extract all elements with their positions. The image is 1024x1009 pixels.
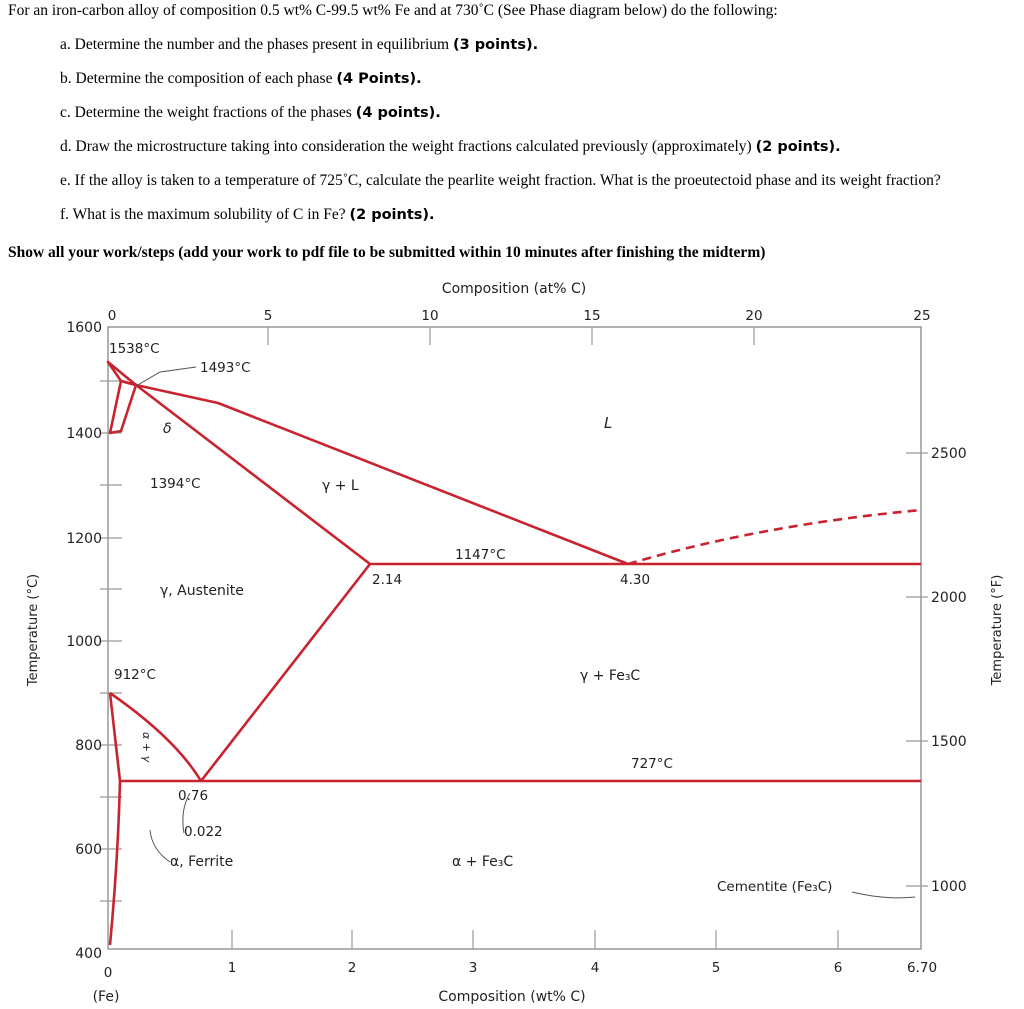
label-912: 912°C [114,667,156,683]
label-1538: 1538°C [109,341,160,357]
top-tick-label: 0 [107,308,117,324]
phase-labels [109,341,832,895]
alpha-gamma-lower-line [110,693,120,781]
label-430: 4.30 [620,572,651,588]
top-axis-title: Composition (at% C) [441,281,587,297]
top-tick-label: 10 [421,308,439,324]
question-points: (3 points). [452,37,539,53]
left-tick-label: 1000 [66,634,102,650]
bottom-tick-label: 5 [711,960,721,976]
label-1147: 1147°C [455,547,506,563]
question-points: (2 points). [349,207,435,223]
bottom-tick-label: 1 [227,960,237,976]
question-points: (4 Points). [336,71,422,87]
top-axis [108,281,931,345]
label-gamma-liquid: γ + L [322,478,359,494]
bottom-tick-label: 3 [468,960,478,976]
top-tick-label: 20 [745,308,763,324]
question-points: (2 points). [755,139,841,155]
alpha-gamma-upper-line [110,693,201,781]
delta-gamma-boundary [110,381,136,433]
top-tick-label: 25 [913,308,931,324]
label-delta: δ [163,421,172,437]
question-title: For an iron-carbon alloy of composition 0.5 wt% C-99.5 wt% Fe and at 730˚C (See Phase diagram below) do the following: [8,2,778,19]
top-tick-label: 15 [583,308,601,324]
leader-cementite [852,892,915,898]
left-tick-label: 1400 [66,426,102,442]
label-1493: 1493°C [200,360,251,376]
question-points: (4 points). [355,105,441,121]
question-text: f. What is the maximum solubility of C in Fe? [60,206,346,223]
left-tick-label: 400 [75,946,102,962]
right-tick-label: 1500 [931,734,967,750]
left-tick-label: 600 [75,842,102,858]
leader-1493 [136,367,196,386]
label-alpha-fe3c: α + Fe₃C [452,854,514,870]
right-axis-title: Temperature (°F) [990,574,1005,686]
ferrite-solvus-line [110,781,120,945]
label-727: 727°C [631,756,673,772]
bottom-axis-title: Composition (wt% C) [438,989,586,1005]
question-text: e. If the alloy is taken to a temperature of 725˚C, calculate the pearlite weight fraction. What is the proeutectoid phase and its weight fraction? [60,172,941,189]
label-liquid: L [604,414,613,432]
bottom-origin-label: (Fe) [92,989,120,1005]
label-gamma-fe3c: γ + Fe₃C [580,668,641,684]
left-axis-title: Temperature (°C) [26,573,41,687]
label-alpha-gamma: α + γ [140,732,153,762]
right-tick-label: 2500 [931,446,967,462]
instruction-text: Show all your work/steps (add your work to pdf file to be submitted within 10 minutes after finishing the midterm) [8,244,766,261]
question-text: b. Determine the composition of each phase [60,70,333,87]
right-tick-label: 1000 [931,879,967,895]
leader-ferrite [150,830,170,862]
bottom-tick-label: 4 [590,960,600,976]
label-cementite: Cementite (Fe₃C) [717,879,833,895]
bottom-tick-label: 0 [103,965,113,981]
bottom-tick-label: 6.70 [906,960,938,976]
liquidus-line [136,385,628,564]
left-tick-label: 800 [75,738,102,754]
label-ferrite: α, Ferrite [170,854,234,870]
question-text: a. Determine the number and the phases present in equilibrium [60,36,450,53]
label-austenite: γ, Austenite [160,583,244,599]
bottom-tick-label: 2 [347,960,357,976]
label-0022: 0.022 [184,824,223,840]
left-tick-label: 1600 [66,320,102,336]
left-tick-label: 1200 [66,531,102,547]
label-1394: 1394°C [150,476,201,492]
top-tick-label: 5 [263,308,273,324]
bottom-axis [93,930,937,1005]
label-214: 2.14 [372,572,403,588]
bottom-tick-label: 6 [833,960,843,976]
cementite-liquidus-dashed-line [628,510,921,564]
question-text: d. Draw the microstructure taking into consideration the weight fractions calculated previously (approximately) [60,138,752,155]
right-tick-label: 2000 [931,590,967,606]
question-text: c. Determine the weight fractions of the phases [60,104,352,121]
label-076: 0.76 [178,788,209,804]
